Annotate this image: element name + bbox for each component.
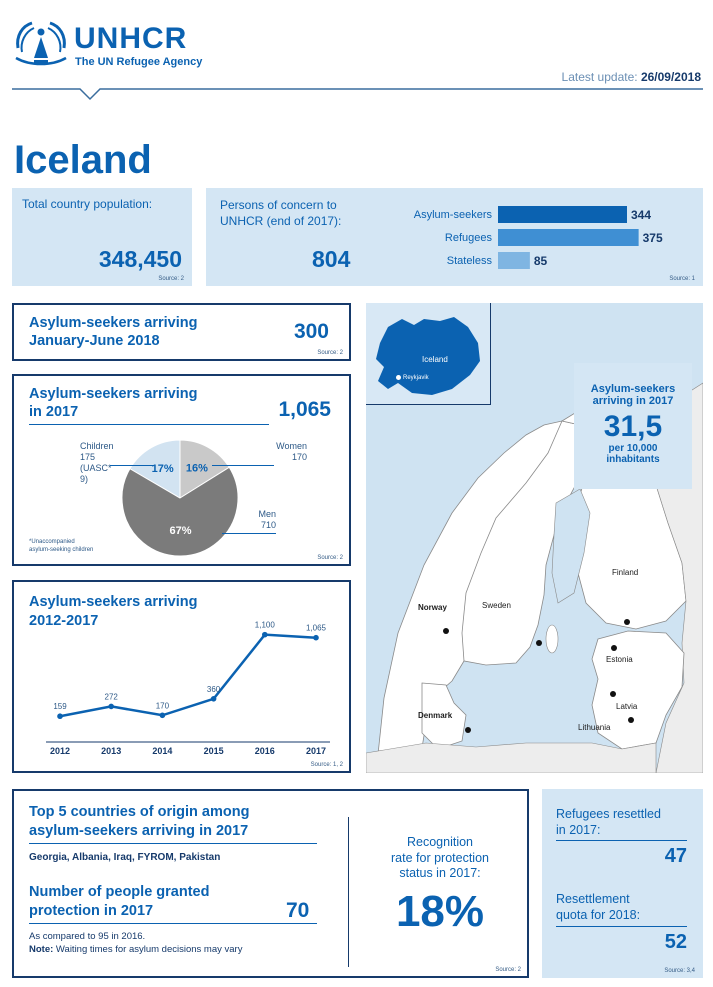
origins-title-line1: Top 5 countries of origin among <box>29 804 250 820</box>
finland-label: Finland <box>612 568 639 577</box>
map-stat-title-line1: Asylum-seekers <box>590 383 676 395</box>
h1-2018-title-line2: January-June 2018 <box>29 333 160 349</box>
resettled-value: 47 <box>664 845 687 867</box>
concern-bar-label-0: Asylum-seekers <box>413 209 492 221</box>
trend-title-line2: 2012-2017 <box>29 613 99 629</box>
quota-underline <box>556 926 687 927</box>
trend-value-label-2016: 1,100 <box>254 620 275 630</box>
women-label: Women <box>276 441 307 451</box>
lithuania-label: Lithuania <box>578 723 611 732</box>
country-title: Iceland <box>14 138 152 182</box>
concern-bar-2 <box>498 252 530 269</box>
latvia-label: Latvia <box>616 702 638 711</box>
map-stat-unit-line2: inhabitants <box>606 454 660 465</box>
concern-total: 804 <box>312 246 351 272</box>
uasc-value: 9) <box>80 474 89 484</box>
population-panel <box>12 188 192 286</box>
trend-point-2016 <box>262 632 268 638</box>
trend-tick-label-2013: 2013 <box>101 746 122 756</box>
update-date: 26/09/2018 <box>640 70 701 84</box>
granted-note2 <box>29 944 242 955</box>
origins-title <box>29 803 249 841</box>
recognition-value: 18% <box>395 887 485 936</box>
y2017-panel <box>12 374 351 566</box>
granted-underline <box>29 923 317 924</box>
men-label: Men <box>258 509 276 519</box>
granted-note2-text: Waiting times for asylum decisions may vary <box>53 944 243 955</box>
population-value: 348,450 <box>98 246 182 272</box>
recognition-source: Source: 2 <box>495 967 521 973</box>
y2017-pie-chart <box>118 438 242 558</box>
granted-note2-label: Note: <box>29 944 54 955</box>
granted-title-line1: Number of people granted <box>29 884 210 900</box>
children-legend <box>80 441 114 485</box>
concern-bar-value-2: 85 <box>533 254 548 268</box>
org-name: UNHCR <box>74 22 188 55</box>
map-panel <box>366 303 703 773</box>
origins-vertical-divider <box>348 817 349 967</box>
estonia-label: Estonia <box>606 655 633 664</box>
concern-bar-value-0: 344 <box>631 208 652 222</box>
concern-bar-1 <box>498 229 639 246</box>
concern-bar-value-1: 375 <box>642 231 663 245</box>
origins-title-line2: asylum-seekers arriving in 2017 <box>29 823 249 839</box>
granted-note: As compared to 95 in 2016. <box>29 931 146 942</box>
iceland-inset <box>366 303 491 405</box>
trend-panel <box>12 580 351 773</box>
y2017-value: 1,065 <box>278 398 331 421</box>
trend-value-label-2014: 170 <box>155 701 170 711</box>
trend-value-label-2017: 1,065 <box>305 623 327 633</box>
recognition-line1: Recognition <box>406 835 473 849</box>
population-source: Source: 2 <box>158 276 184 282</box>
uasc-footnote <box>29 538 93 554</box>
iceland-label: Iceland <box>422 355 448 364</box>
h1-2018-panel <box>12 303 351 361</box>
header-divider <box>12 86 703 102</box>
trend-point-2014 <box>160 712 166 718</box>
resettled-line1: Refugees resettled <box>556 807 661 821</box>
update-label: Latest update: <box>561 70 641 84</box>
tallinn-dot <box>611 645 617 651</box>
map-stat-unit-line1: per 10,000 <box>608 443 658 454</box>
quota-line1: Resettlement <box>556 892 630 906</box>
map-stat-value: 31,5 <box>603 410 663 443</box>
resettled-line2: in 2017: <box>556 823 601 837</box>
granted-title <box>29 883 209 921</box>
children-value: 175 <box>80 452 96 462</box>
pie-label-children: 17% <box>151 462 174 475</box>
trend-tick-label-2016: 2016 <box>254 746 275 756</box>
reykjavik-label: Reykjavik <box>403 375 429 381</box>
recognition-line3: status in 2017: <box>399 866 481 880</box>
uasc-label: (UASC* <box>80 463 112 473</box>
footnote-line1: *Unaccompanied <box>29 539 75 545</box>
h1-2018-title-line1: Asylum-seekers arriving <box>29 315 198 331</box>
children-label: Children <box>80 441 114 451</box>
trend-point-2017 <box>313 635 319 641</box>
h1-2018-source: Source: 2 <box>317 350 343 356</box>
women-legend <box>239 441 307 463</box>
trend-source: Source: 1, 2 <box>310 762 343 768</box>
iceland-shape <box>366 303 491 405</box>
trend-point-2013 <box>108 704 114 710</box>
women-value: 170 <box>291 452 307 462</box>
trend-line-chart <box>24 600 344 760</box>
sweden-label: Sweden <box>482 601 511 610</box>
concern-panel <box>206 188 703 286</box>
pie-label-men: 67% <box>169 524 192 537</box>
concern-label-line1: Persons of concern to <box>220 198 337 212</box>
women-leader-line <box>212 465 274 466</box>
quota-label <box>556 891 640 923</box>
concern-source: Source: 1 <box>669 276 695 282</box>
stockholm-dot <box>536 640 542 646</box>
y2017-source: Source: 2 <box>317 555 343 561</box>
unhcr-logo-icon <box>12 18 70 68</box>
y2017-title-line2: in 2017 <box>29 404 79 420</box>
reykjavik-dot <box>396 375 401 380</box>
origins-panel <box>12 789 529 978</box>
population-label: Total country population: <box>22 197 153 211</box>
recognition-label <box>354 835 526 882</box>
footnote-line2: asylum-seeking children <box>29 547 94 553</box>
pie-label-women: 16% <box>185 462 208 475</box>
trend-value-label-2015: 360 <box>206 684 221 694</box>
men-leader-line <box>222 533 276 534</box>
trend-tick-label-2017: 2017 <box>305 746 327 756</box>
vilnius-dot <box>628 717 634 723</box>
quota-line2: quota for 2018: <box>556 908 641 922</box>
y2017-title <box>29 385 197 421</box>
map-stat-title <box>574 383 692 407</box>
map-stat-title-line2: arriving in 2017 <box>592 395 674 407</box>
oslo-dot <box>443 628 449 634</box>
trend-title-line1: Asylum-seekers arriving <box>29 594 198 610</box>
resettled-label <box>556 806 661 838</box>
copenhagen-dot <box>465 727 471 733</box>
trend-series-line <box>60 635 316 717</box>
trend-point-2012 <box>57 713 63 719</box>
trend-tick-label-2015: 2015 <box>203 746 224 756</box>
origins-list: Georgia, Albania, Iraq, FYROM, Pakistan <box>29 852 221 863</box>
quota-source: Source: 3,4 <box>664 968 695 974</box>
h1-2018-value: 300 <box>293 320 329 343</box>
concern-bar-0 <box>498 206 627 223</box>
riga-dot <box>610 691 616 697</box>
helsinki-dot <box>624 619 630 625</box>
quota-value: 52 <box>664 931 687 953</box>
concern-bar-chart <box>376 202 696 272</box>
trend-value-label-2013: 272 <box>104 692 118 702</box>
map-stat-box <box>574 363 692 489</box>
men-value: 710 <box>260 520 276 530</box>
concern-label <box>220 197 341 229</box>
resettled-underline <box>556 840 687 841</box>
denmark-label: Denmark <box>418 711 453 720</box>
h1-2018-title <box>29 314 197 350</box>
concern-label-line2: UNHCR (end of 2017): <box>220 214 342 228</box>
y2017-underline <box>29 424 269 425</box>
norway-label: Norway <box>418 603 447 612</box>
children-leader-line <box>110 465 154 466</box>
men-legend <box>239 509 276 531</box>
org-tagline: The UN Refugee Agency <box>75 56 203 68</box>
concern-bar-label-1: Refugees <box>444 232 492 244</box>
trend-point-2015 <box>211 696 217 702</box>
recognition-line2: rate for protection <box>391 850 489 865</box>
latest-update <box>562 70 701 84</box>
granted-value: 70 <box>286 899 310 922</box>
trend-tick-label-2012: 2012 <box>49 746 71 756</box>
trend-tick-label-2014: 2014 <box>152 746 173 756</box>
trend-value-label-2012: 159 <box>53 702 67 712</box>
y2017-title-line1: Asylum-seekers arriving <box>29 386 198 402</box>
map-stat-unit <box>574 443 692 465</box>
concern-bar-label-2: Stateless <box>446 255 492 267</box>
granted-title-line2: protection in 2017 <box>29 903 154 919</box>
resettlement-panel <box>542 789 703 978</box>
origins-underline <box>29 843 317 844</box>
